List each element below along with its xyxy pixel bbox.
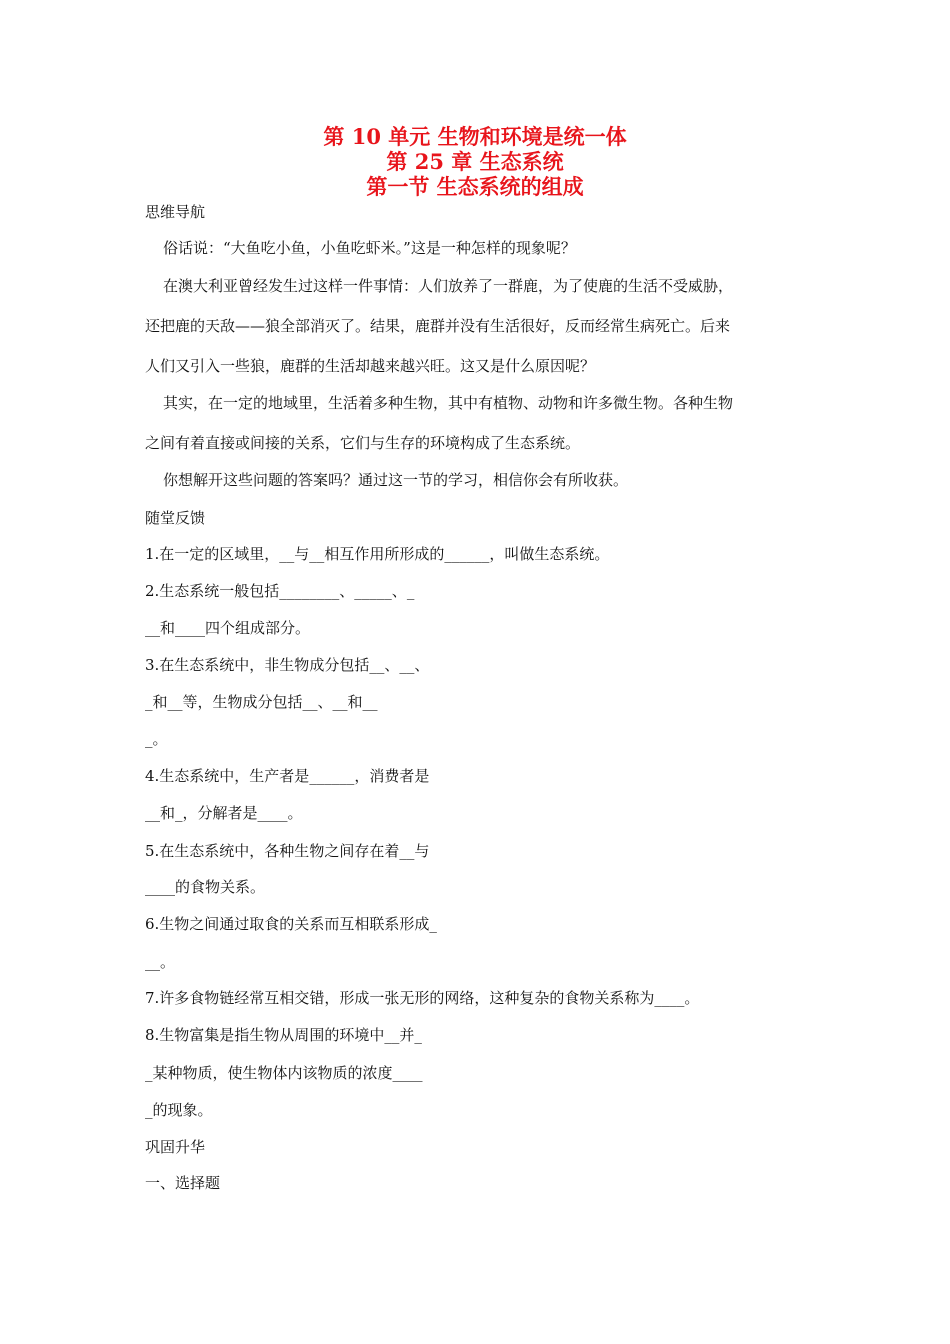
question-line: 6.生物之间通过取食的关系而互相联系形成_ <box>145 915 437 933</box>
section-heading-consolidate: 巩固升华 <box>145 1138 206 1156</box>
intro-paragraph-line: 俗话说：“大鱼吃小鱼，小鱼吃虾米。”这是一种怎样的现象呢？ <box>163 239 576 257</box>
intro-paragraph-line: 在澳大利亚曾经发生过这样一件事情：人们放养了一群鹿，为了使鹿的生活不受威胁， <box>163 277 734 295</box>
question-line: ____的食物关系。 <box>145 878 266 896</box>
question-line: _某种物质，使生物体内该物质的浓度____ <box>145 1064 423 1082</box>
question-line: 2.生态系统一般包括________、_____、_ <box>145 582 415 600</box>
question-line: _。 <box>145 730 168 748</box>
intro-paragraph-line: 人们又引入一些狼，鹿群的生活却越来越兴旺。这又是什么原因呢？ <box>145 357 596 375</box>
question-line: 4.生态系统中，生产者是______，消费者是 <box>145 767 430 785</box>
question-line: _的现象。 <box>145 1101 213 1119</box>
chapter-title: 第 25 章 生态系统 <box>386 149 564 174</box>
question-line: 1.在一定的区域里，__与__相互作用所形成的______，叫做生态系统。 <box>145 545 610 563</box>
question-line: __和_，分解者是____。 <box>145 804 303 822</box>
question-line: 7.许多食物链经常互相交错，形成一张无形的网络，这种复杂的食物关系称为____。 <box>145 989 700 1007</box>
question-line: 5.在生态系统中，各种生物之间存在着__与 <box>145 842 430 860</box>
question-line: __。 <box>145 953 176 971</box>
intro-paragraph-line: 你想解开这些问题的答案吗？通过这一节的学习，相信你会有所收获。 <box>163 471 629 489</box>
unit-title: 第 10 单元 生物和环境是统一体 <box>323 124 627 149</box>
section-heading-feedback: 随堂反馈 <box>145 509 206 527</box>
intro-paragraph-line: 还把鹿的天敌——狼全部消灭了。结果，鹿群并没有生活很好，反而经常生病死亡。后来 <box>145 317 731 335</box>
section-title: 第一节 生态系统的组成 <box>366 174 584 199</box>
question-line: 8.生物富集是指生物从周围的环境中__并_ <box>145 1026 422 1044</box>
question-line: _和__等，生物成分包括__、__和__ <box>145 693 378 711</box>
intro-paragraph-line: 其实，在一定的地域里，生活着多种生物，其中有植物、动物和许多微生物。各种生物 <box>163 394 734 412</box>
question-line: 3.在生态系统中，非生物成分包括__、__、 <box>145 656 430 674</box>
section-heading-thinking: 思维导航 <box>145 203 206 221</box>
question-line: __和____四个组成部分。 <box>145 619 311 637</box>
intro-paragraph-line: 之间有着直接或间接的关系，它们与生存的环境构成了生态系统。 <box>145 434 581 452</box>
section-heading-choice: 一、选择题 <box>145 1174 221 1192</box>
